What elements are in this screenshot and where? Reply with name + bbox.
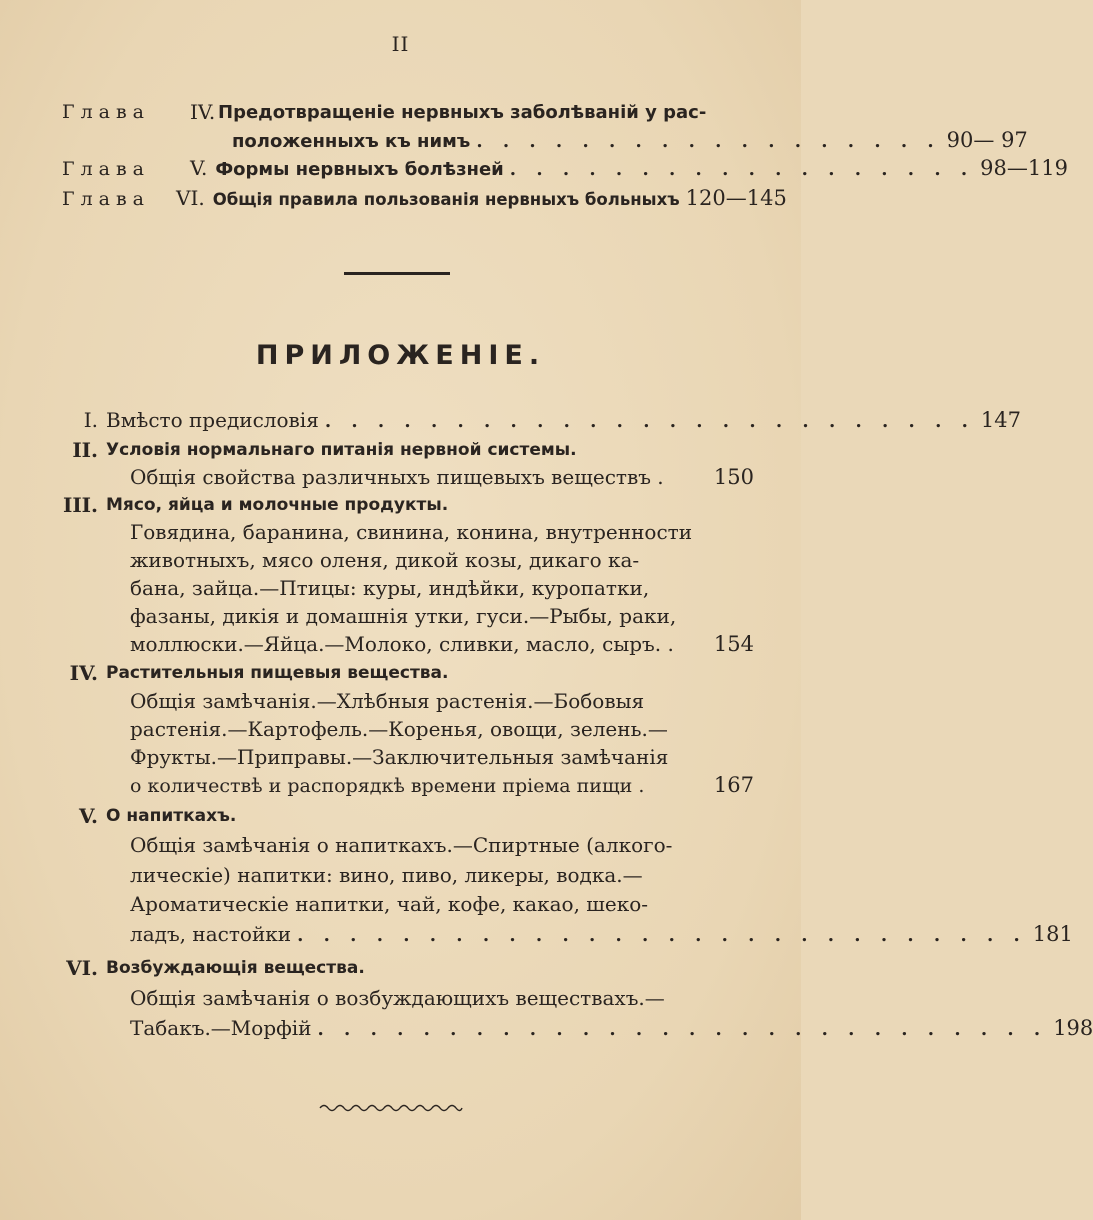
page-number: II: [391, 32, 410, 56]
section-numeral: II.: [72, 438, 98, 462]
page-ref: 90— 97: [946, 128, 1028, 152]
toc-entry: [190, 156, 1068, 180]
toc-entry: [130, 632, 754, 656]
dot-leader: . . . . . . . . . . . . . . . . . . . . . . . . .: [324, 411, 975, 432]
ornament-flourish: [318, 1102, 464, 1114]
toc-entry: [106, 408, 1021, 432]
chapter-label: Глава: [62, 188, 151, 210]
section-body-line: лическіе) напитки: вино, пиво, ликеры, водка.—: [130, 863, 643, 887]
page-ref: 147: [980, 408, 1021, 432]
toc-entry: [130, 773, 754, 797]
toc-entry: [176, 186, 787, 210]
chapter-numeral: IV.: [190, 100, 216, 124]
page-ref: 167: [713, 773, 754, 797]
section-body-line: о количествѣ и распорядкѣ времени пріема пищи .: [130, 775, 645, 797]
chapter-label: Глава: [62, 158, 151, 180]
page-ref: 181: [1032, 922, 1073, 946]
section-title: Вмѣсто предисловія: [106, 408, 319, 432]
dot-leader: . . . . . . . . . . . . . . . . . .: [476, 131, 941, 152]
section-numeral: VI.: [66, 956, 98, 980]
toc-entry: [130, 922, 1073, 946]
toc-entry: [232, 128, 1028, 152]
chapter-title: Предотвращеніе нервныхъ заболѣваній у рас-: [218, 102, 707, 123]
section-body-line: фазаны, дикія и домашнія утки, гуси.—Рыбы, раки,: [130, 604, 677, 628]
section-body-line: растенія.—Картофель.—Коренья, овощи, зелень.—: [130, 717, 668, 741]
section-body-line: Общія замѣчанія о возбуждающихъ веществахъ.—: [130, 986, 665, 1010]
section-body-line: Общія замѣчанія о напиткахъ.—Спиртные (алкого-: [130, 833, 673, 857]
chapter-title: Общія правила пользованія нервныхъ больныхъ: [212, 190, 680, 209]
chapter-title: положенныхъ къ нимъ: [232, 131, 471, 152]
section-body-line: Общія свойства различныхъ пищевыхъ веществъ .: [130, 465, 664, 489]
section-title: О напиткахъ.: [106, 806, 237, 826]
section-body-line: ладъ, настойки: [130, 922, 292, 946]
chapter-label: Глава: [62, 101, 151, 123]
section-body-line: Табакъ.—Морфій: [130, 1016, 312, 1040]
appendix-heading: ПРИЛОЖЕНІЕ.: [255, 340, 546, 371]
section-body-line: животныхъ, мясо оленя, дикой козы, дикаго ка-: [130, 548, 640, 572]
section-body-line: Фрукты.—Приправы.—Заключительныя замѣчанія: [130, 745, 669, 769]
page-ref: 150: [713, 465, 754, 489]
page-ref: 120—145: [685, 186, 787, 210]
section-numeral: III.: [62, 493, 98, 517]
section-title: Растительныя пищевыя вещества.: [106, 663, 449, 683]
chapter-numeral: VI.: [176, 186, 205, 210]
page-ref: 98—119: [980, 156, 1068, 180]
toc-entry: [130, 1016, 1093, 1040]
section-body-line: бана, зайца.—Птицы: куры, индѣйки, куропатки,: [130, 576, 650, 600]
section-body-line: Ароматическіе напитки, чай, кофе, какао, шеко-: [130, 892, 649, 916]
section-title: Мясо, яйца и молочные продукты.: [106, 495, 449, 515]
section-title: Возбуждающія вещества.: [106, 958, 365, 978]
section-title: Условія нормальнаго питанія нервной системы.: [106, 440, 577, 460]
page-ref: 154: [713, 632, 754, 656]
section-body-line: моллюски.—Яйца.—Молоко, сливки, масло, сыръ. .: [130, 632, 674, 656]
page-ref: 198: [1053, 1016, 1093, 1040]
dot-leader: . . . . . . . . . . . . . . . . . .: [509, 159, 975, 180]
chapter-numeral: V.: [190, 156, 208, 180]
section-body-line: Говядина, баранина, свинина, конина, внутренности: [130, 520, 693, 544]
divider-rule: [344, 272, 450, 275]
section-numeral: IV.: [69, 661, 98, 685]
dot-leader: . . . . . . . . . . . . . . . . . . . . . . . . . . . .: [317, 1019, 1048, 1040]
chapter-title: Формы нервныхъ болѣзней: [215, 159, 504, 180]
section-numeral: I.: [83, 408, 98, 432]
section-body-line: Общія замѣчанія.—Хлѣбныя растенія.—Бобовыя: [130, 689, 645, 713]
dot-leader: . . . . . . . . . . . . . . . . . . . . . . . . . . . .: [297, 925, 1027, 946]
toc-entry: [130, 465, 754, 489]
section-numeral: V.: [79, 804, 98, 828]
